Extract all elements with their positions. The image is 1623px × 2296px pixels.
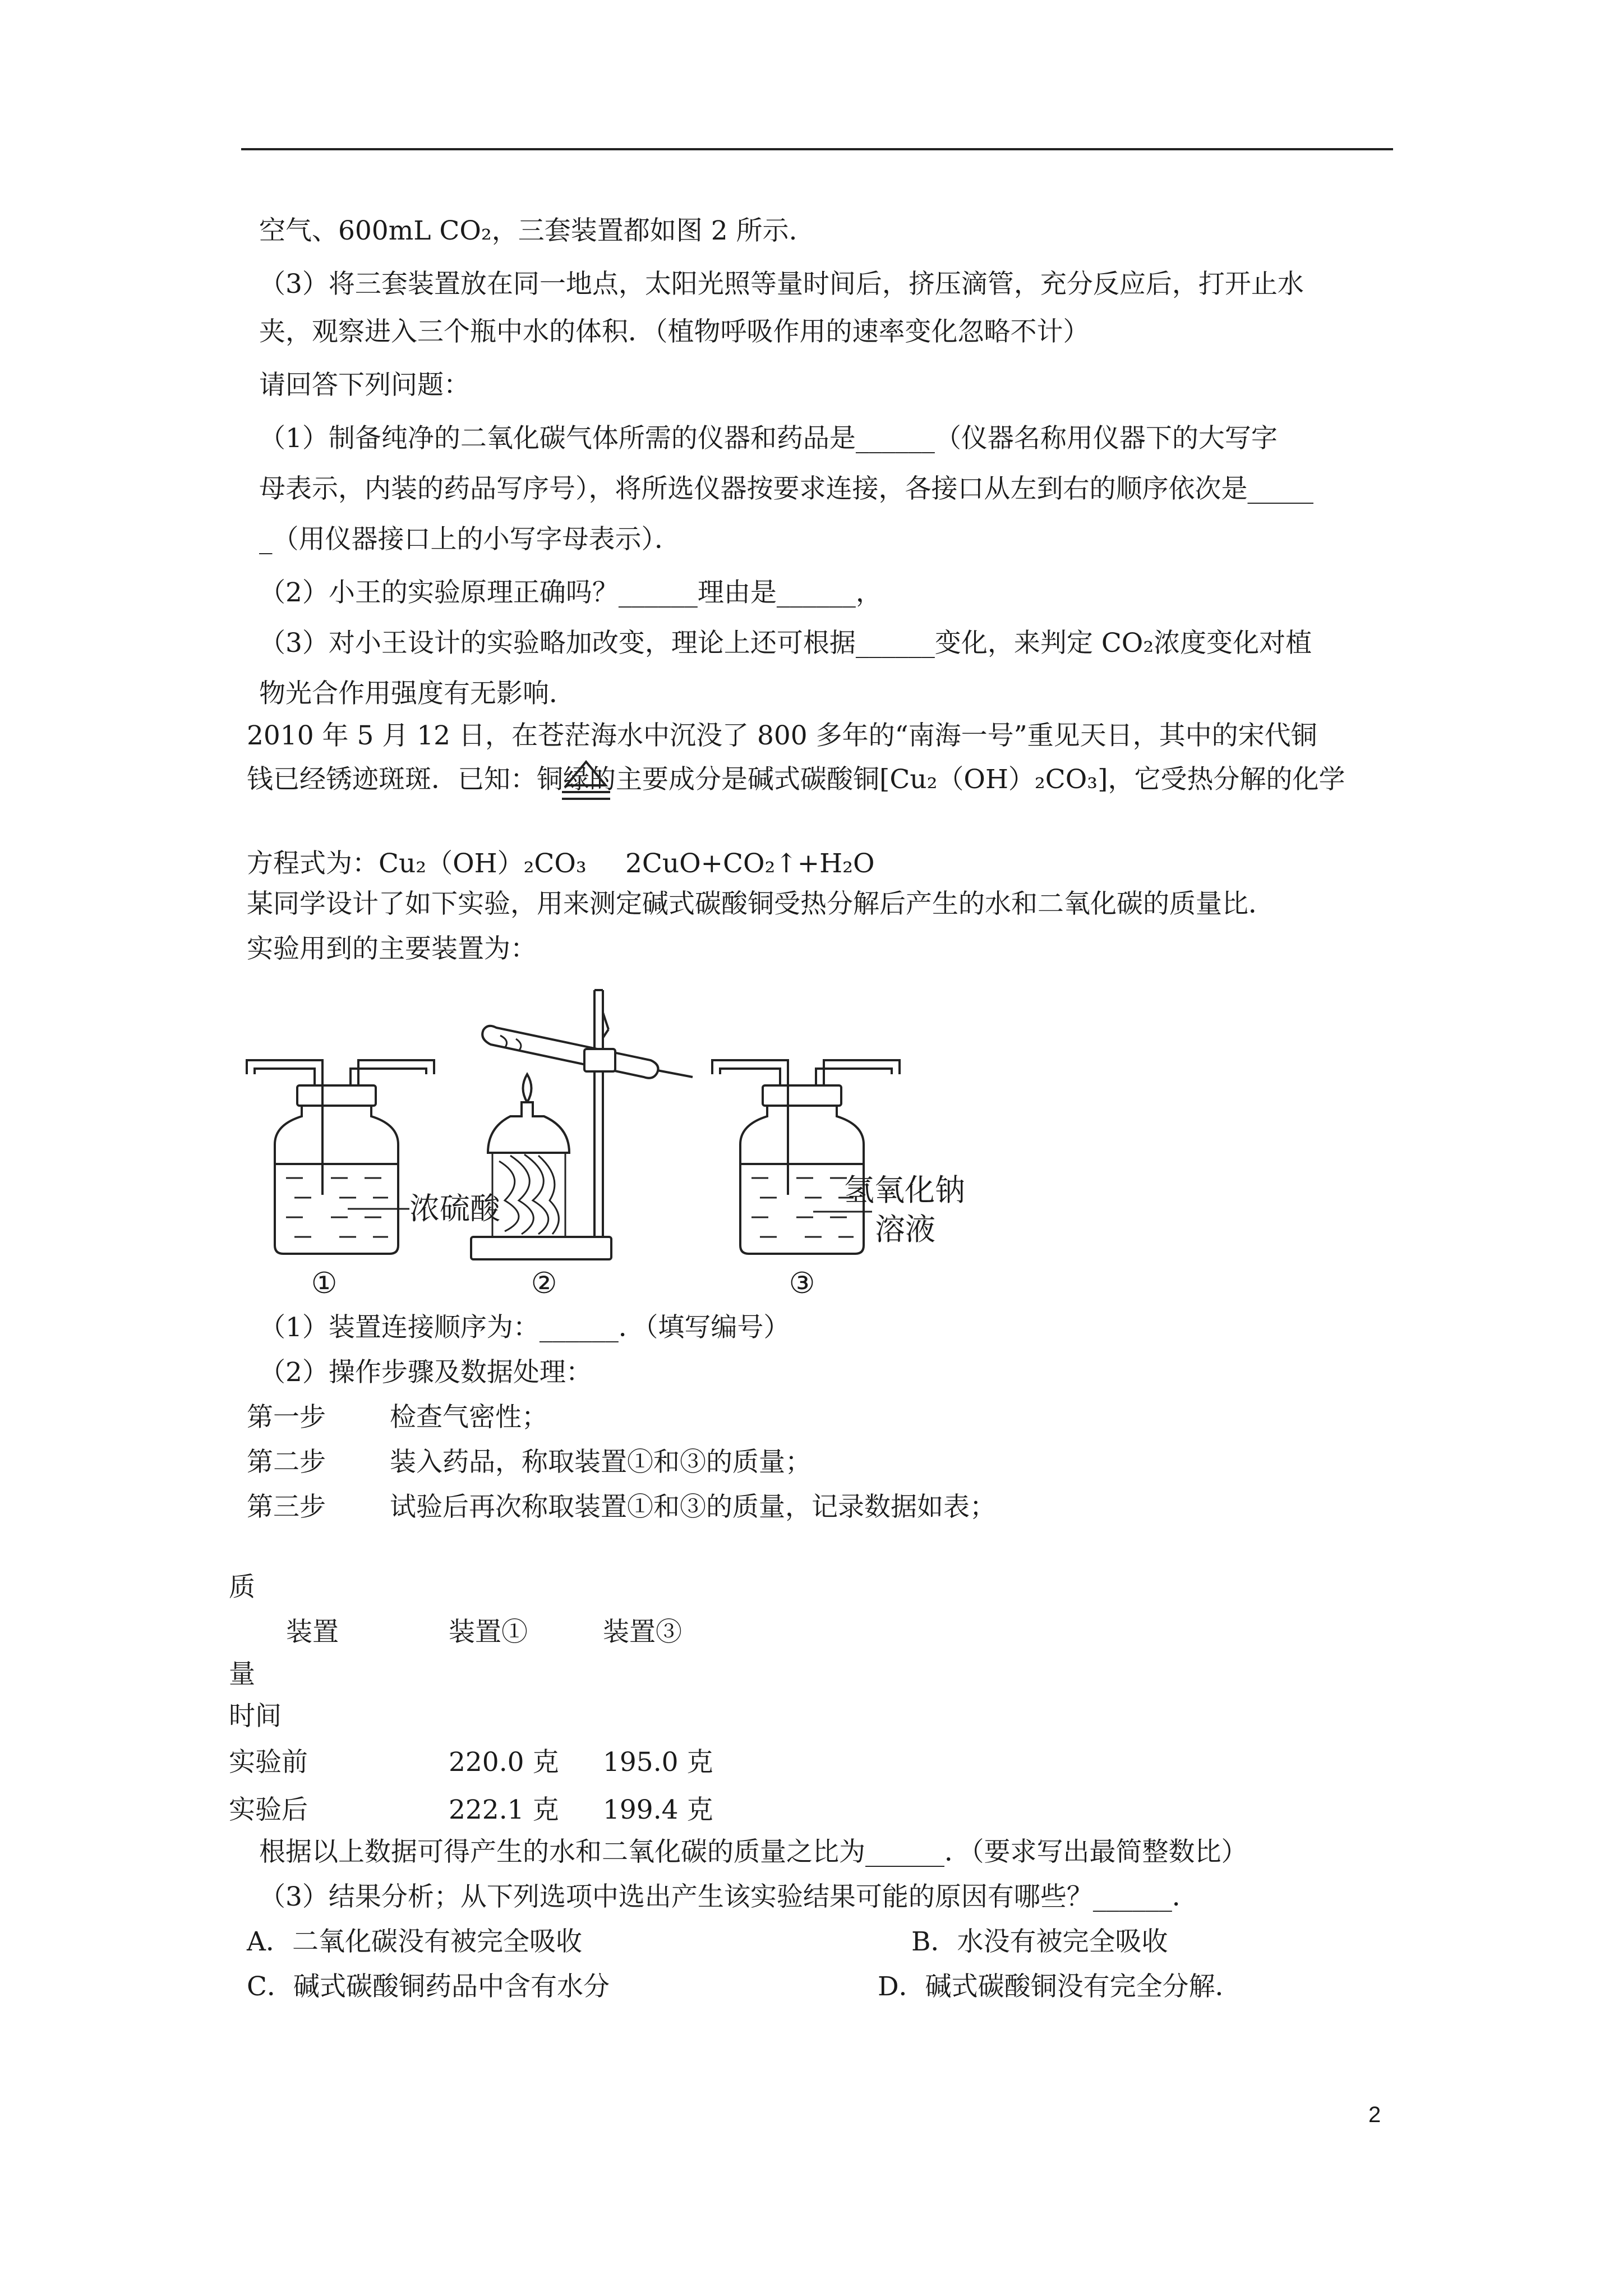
alcohol-lamp — [488, 1074, 569, 1153]
number-2: ② — [531, 1267, 557, 1300]
question-3-line-b: 物光合作用强度有无影响． — [259, 678, 575, 709]
step-2-label: 第二步 — [247, 1447, 326, 1478]
liquid-dashes-3 — [751, 1178, 854, 1237]
step-1-label: 第一步 — [247, 1402, 326, 1433]
table-corner-bottom: 时间 — [229, 1701, 282, 1732]
option-d: D．碱式碳酸铜没有完全分解． — [878, 1971, 1242, 2002]
problem-line-4: 实验用到的主要装置为： — [247, 933, 537, 964]
intro-line-4: 请回答下列问题： — [259, 370, 470, 401]
step-procedure-heading: （2）操作步骤及数据处理： — [259, 1357, 592, 1388]
step-connection-order: （1）装置连接顺序为：______．（填写编号） — [259, 1312, 790, 1343]
gas-washing-bottle-3 — [712, 1060, 900, 1254]
header-rule — [241, 148, 1393, 150]
heat-condition-symbol — [561, 756, 611, 812]
intro-line-2: （3）将三套装置放在同一地点，太阳光照等量时间后，挤压滴管，充分反应后，打开止水 — [259, 269, 1304, 300]
label-concentrated-sulfuric-acid: 浓硫酸 — [409, 1191, 500, 1226]
page-number: 2 — [1368, 2102, 1381, 2127]
step-1-text: 检查气密性； — [390, 1402, 548, 1433]
gas-washing-bottle-1 — [247, 1060, 434, 1254]
problem-line-1: 2010 年 5 月 12 日，在苍茫海水中沉没了 800 多年的“南海一号”重见天日，其中的宋代铜 — [247, 720, 1317, 751]
equation-products: 2CuO+CO₂↑+H₂O — [625, 848, 875, 879]
row-label-before: 实验前 — [229, 1747, 308, 1778]
table-header-apparatus-3: 装置③ — [603, 1617, 682, 1648]
label-sodium-hydroxide: 氢氧化钠 — [844, 1172, 965, 1208]
heated-test-tube — [482, 1026, 693, 1078]
question-3-line-a: （3）对小王设计的实验略加改变，理论上还可根据______变化，来判定 CO₂浓度变化对植 — [259, 628, 1312, 659]
intro-line-3: 夹，观察进入三个瓶中水的体积．（植物呼吸作用的速率变化忽略不计） — [259, 316, 1090, 347]
option-a: A．二氧化碳没有被完全吸收 — [247, 1926, 582, 1957]
label-solution: 溶液 — [875, 1212, 935, 1247]
equation-prefix: 方程式为：Cu₂（OH）₂CO₃ — [247, 848, 587, 879]
option-b: B．水没有被完全吸收 — [911, 1926, 1168, 1957]
cell-after-apparatus-3: 199.4 克 — [603, 1795, 713, 1825]
problem-line-2: 钱已经锈迹斑斑．已知：铜绿的主要成分是碱式碳酸铜[Cu₂（OH）₂CO₃]，它受热分解的化学 — [247, 764, 1345, 795]
row-label-after: 实验后 — [229, 1795, 308, 1825]
step-3-label: 第三步 — [247, 1492, 326, 1522]
table-header-apparatus-1: 装置① — [449, 1617, 528, 1648]
problem-line-3: 某同学设计了如下实验，用来测定碱式碳酸铜受热分解后产生的水和二氧化碳的质量比． — [247, 889, 1275, 919]
step-2-text: 装入药品，称取装置①和③的质量； — [390, 1447, 811, 1478]
liquid-dashes-1 — [286, 1178, 388, 1237]
apparatus-figure — [241, 976, 998, 1301]
table-corner-top: 质 — [229, 1572, 255, 1603]
cell-after-apparatus-1: 222.1 克 — [449, 1795, 559, 1825]
question-1-line-c: _（用仪器接口上的小写字母表示）． — [259, 524, 681, 555]
step-3-text: 试验后再次称取装置①和③的质量，记录数据如表； — [390, 1492, 996, 1522]
question-1-line-a: （1）制备纯净的二氧化碳气体所需的仪器和药品是______（仪器名称用仪器下的大写字 — [259, 423, 1278, 454]
question-2: （2）小王的实验原理正确吗？______理由是______， — [259, 577, 882, 608]
cell-before-apparatus-1: 220.0 克 — [449, 1747, 559, 1778]
option-c: C．碱式碳酸铜药品中含有水分 — [247, 1971, 610, 2002]
number-1: ① — [311, 1267, 338, 1300]
analysis-question: （3）结果分析；从下列选项中选出产生该实验结果可能的原因有哪些？______． — [259, 1881, 1198, 1912]
delta-icon — [566, 762, 606, 785]
table-corner-mid: 量 — [229, 1659, 255, 1690]
question-1-line-b: 母表示，内装的药品写序号），将所选仪器按要求连接，各接口从左到右的顺序依次是_____ — [259, 473, 1313, 504]
table-header-apparatus: 装置 — [286, 1617, 339, 1648]
intro-line-1: 空气、600mL CO₂，三套装置都如图 2 所示. — [259, 215, 797, 246]
cell-before-apparatus-3: 195.0 克 — [603, 1747, 713, 1778]
wood-block — [492, 1150, 565, 1237]
ratio-question: 根据以上数据可得产生的水和二氧化碳的质量之比为______．（要求写出最简整数比） — [259, 1837, 1248, 1867]
number-3: ③ — [789, 1267, 815, 1300]
